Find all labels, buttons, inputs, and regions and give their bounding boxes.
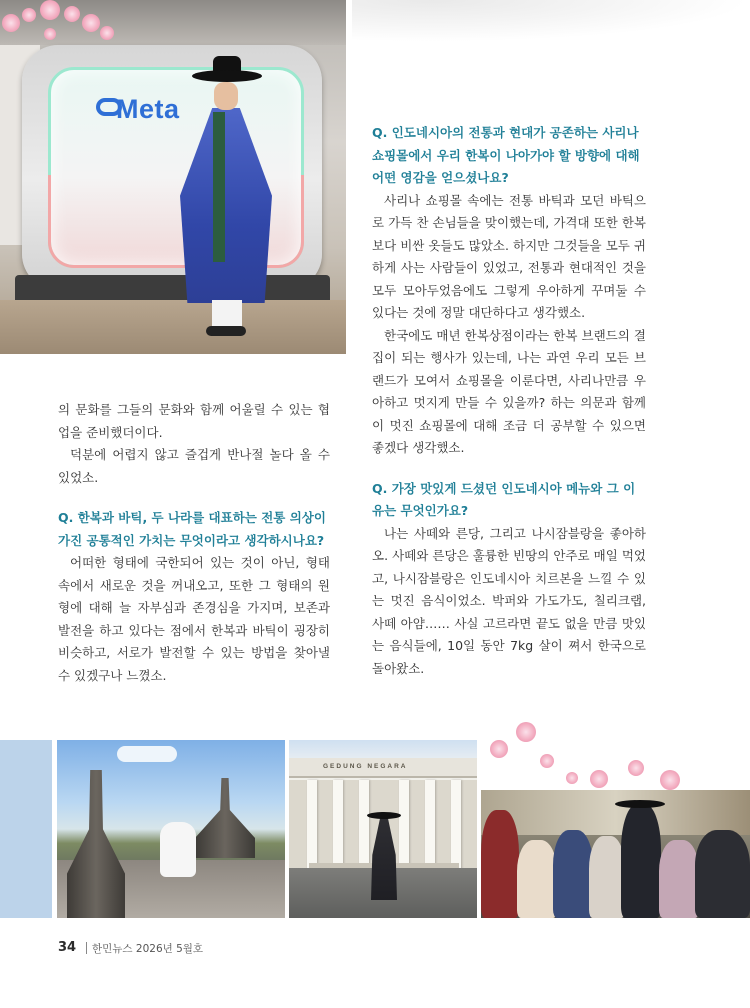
answer-food-paragraph: 나는 사떼와 른당, 그리고 나시잠블랑을 좋아하오. 사떼와 른당은 훌륭한 빈땅의 안주로 매일 먹었고, 나시잠블랑은 인도네시아 치르본을 느낄 수 있는 멋진 음식이었소. 박퍼와 가도가도, 칠리크랩, 사떼 아얌…… 사실 고르라면 끝도 없을 만큼 맛있는 음식들에, 10일 동안 7kg 살이 쪄서 한국으로 돌아왔소.: [372, 525, 646, 676]
person: [517, 840, 557, 918]
left-column: [58, 399, 330, 687]
cherry-blossom-icon: [22, 8, 36, 22]
left-paragraph-continued: 의 문화를 그들의 문화와 함께 어울릴 수 있는 협업을 준비했더이다.: [58, 402, 330, 440]
building-column: [399, 780, 409, 870]
cherry-blossom-icon: [566, 772, 578, 784]
photo-meta-booth: [0, 0, 346, 354]
person: [481, 810, 519, 918]
photo-group: [481, 790, 750, 918]
question-hanbok-batik: Q. 한복과 바틱, 두 나라를 대표하는 전통 의상이 가진 공통적인 가치는 무엇이라고 생각하시나요?: [58, 510, 326, 548]
person-meditating: [160, 822, 196, 877]
answer-hanbok-batik-paragraph: 어떠한 형태에 국한되어 있는 것이 아닌, 형태 속에서 새로운 것을 꺼내오고, 또한 그 형태의 원형에 대해 늘 자부심과 존경심을 가지며, 보존과 발전을 하고 있다는 점에서 한복과 바틱이 굉장히 비슷하고, 서로가 발전할 수 있는 방법을 찾아낼 수 있겠구나 느꼈소.: [58, 555, 330, 683]
photo-gedung-negara: [289, 740, 477, 918]
cherry-blossom-icon: [2, 14, 20, 32]
stupa: [67, 770, 125, 918]
building-column: [359, 780, 369, 870]
cherry-blossom-icon: [540, 754, 554, 768]
cherry-blossom-icon: [628, 760, 644, 776]
hanbok-sash: [213, 112, 225, 262]
floor: [0, 300, 346, 354]
page-number: 34: [58, 940, 77, 955]
building-column: [451, 780, 461, 870]
building-sign: GEDUNG NEGARA: [323, 763, 408, 770]
cherry-blossom-icon: [590, 770, 608, 788]
person: [659, 840, 699, 918]
publication-name: 한민뉴스 2026년 5월호: [92, 943, 204, 955]
stupa: [195, 778, 255, 858]
building-column: [425, 780, 435, 870]
footer-divider: [86, 942, 87, 954]
cloud: [117, 746, 177, 762]
answer-sarinah-paragraph-2: 한국에도 매년 한복상점이라는 한복 브랜드의 결집이 되는 행사가 있는데, 나는 과연 우리 모든 브랜드가 모여서 쇼핑몰을 이룬다면, 사리나만큼 우아하고 멋지게 만들 수 있을까? 하는 의문과 함께 이 멋진 쇼핑몰에 대해 조금 더 공부할 수 있으면 좋겠다 생각했소.: [372, 327, 646, 455]
cherry-blossom-icon: [100, 26, 114, 40]
cloud-decoration: [352, 0, 750, 42]
photo-borobudur: [57, 740, 285, 918]
cherry-blossom-icon: [40, 0, 60, 20]
building-column: [333, 780, 343, 870]
person-shoes: [206, 326, 246, 336]
cherry-blossom-icon: [64, 6, 80, 22]
cherry-blossom-icon: [490, 740, 508, 758]
gat-hat: [367, 812, 401, 819]
person: [695, 830, 750, 918]
question-sarinah: Q. 인도네시아의 전통과 현대가 공존하는 사리나 쇼핑몰에서 우리 한복이 나아가야 할 방향에 대해 어떤 영감을 얻으셨나요?: [372, 125, 640, 185]
answer-sarinah-paragraph-1: 사리나 쇼핑몰 속에는 전통 바틱과 모던 바틱으로 가득 찬 손님들을 맞이했는데, 가격대 또한 한복보다 비싼 옷들도 많았소. 하지만 그것들을 모두 귀하게 사는 사람들이 있었고, 전통과 현대적인 것을 모두 모아두었음에도 그렇게 우아하게 꾸며둘 수 있다는 것에 정말 대단하다고 생각했소.: [372, 192, 646, 320]
building-column: [307, 780, 317, 870]
cherry-blossom-icon: [660, 770, 680, 790]
person: [553, 830, 593, 918]
right-column: [372, 122, 646, 680]
person: [621, 804, 661, 918]
gat-hat-brim: [192, 70, 262, 82]
meta-logo-text: Meta: [116, 94, 180, 124]
cherry-blossom-icon: [44, 28, 56, 40]
background-wall: [481, 790, 750, 835]
cherry-blossom-icon: [82, 14, 100, 32]
person-face: [214, 82, 238, 110]
side-color-bar: [0, 740, 52, 918]
gat-hat: [615, 800, 665, 808]
question-food: Q. 가장 맛있게 드셨던 인도네시아 메뉴와 그 이유는 무엇인가요?: [372, 480, 636, 518]
left-paragraph-2: 덕분에 어렵지 않고 즐겁게 반나절 놀다 올 수 있었소.: [58, 447, 330, 485]
person: [589, 836, 625, 918]
cherry-blossom-icon: [516, 722, 536, 742]
